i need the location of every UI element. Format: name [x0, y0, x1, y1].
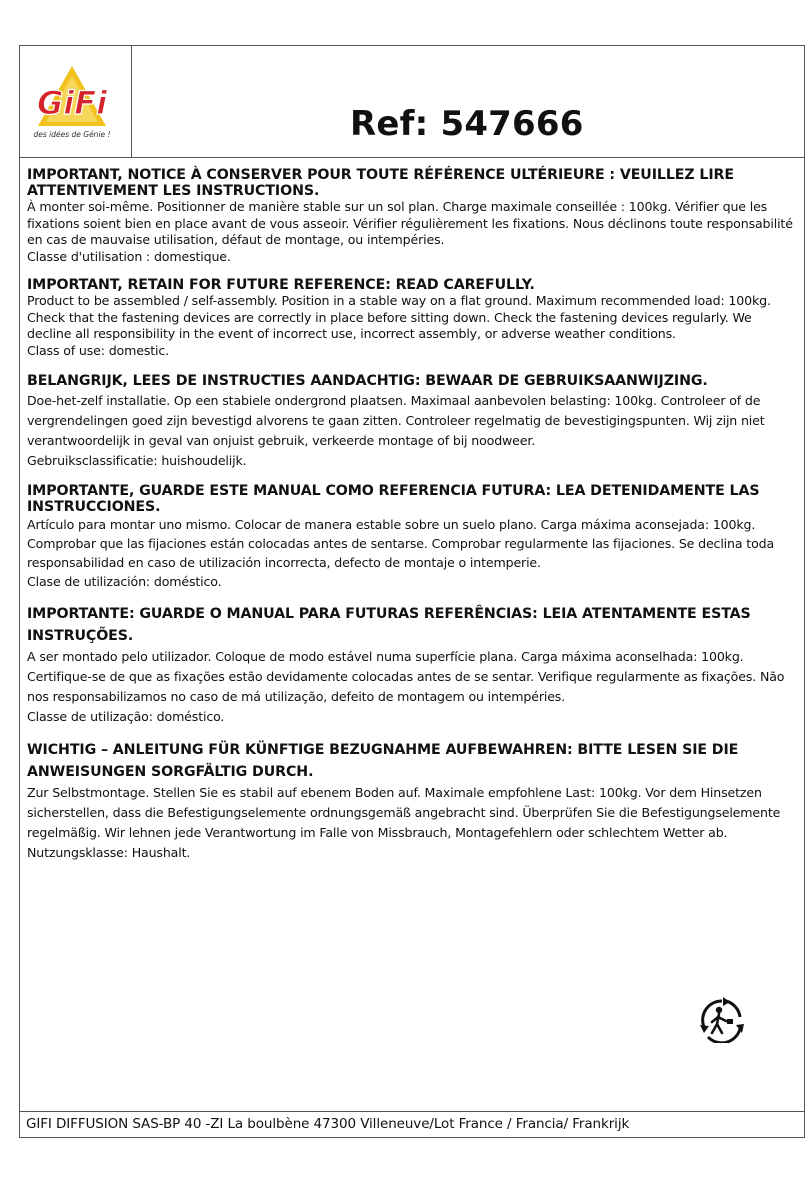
gifi-logo — [22, 60, 128, 140]
section-heading: BELANGRIJK, LEES DE INSTRUCTIES AANDACHTIG: BEWAAR DE GEBRUIKSAANWIJZING. — [27, 373, 708, 389]
section-dutch — [27, 371, 799, 471]
section-body: Product to be assembled / self-assembly. Position in a stable way on a flat ground. Maximum recommended load: 100kg. Check that the fastening devices are correctly in place before sitting down. Check the fastening devices regularly. We decline all responsibility in the event of incorrect use, incorrect assembly, or adverse weather conditions. — [27, 293, 771, 341]
class-of-use: Classe de utilização: doméstico. — [27, 709, 225, 724]
section-body: Zur Selbstmontage. Stellen Sie es stabil auf ebenem Boden auf. Maximale empfohlene Last: 100kg. Vor dem Hinsetzen sicherstellen, dass die Befestigungselemente ordnungsgemäß angebracht sind. Überprüfen Sie die Befestigungselemente regelmäßig. Wir lehnen jede Verantwortung im Falle von Missbrauch, Montagefehlern oder schlechtem Wetter ab. — [27, 785, 781, 840]
section-body: A ser montado pelo utilizador. Coloque de modo estável numa superfície plana. Carga máxima aconselhada: 100kg. Certifique-se de que as fixações estão devidamente colocadas antes de se sentar. Verifique regularmente as fixações. Não nos responsabilizamos no caso de má utilização, defeito de montagem ou intempéries. — [27, 649, 785, 704]
section-body: À monter soi-même. Positionner de manière stable sur un sol plan. Charge maximale conseillée : 100kg. Vérifier que les fixations soient bien en place avant de vous asseoir. Vérifier régulièrement les fixations. Nous déclinons toute responsabilité en cas de mauvaise utilisation, défaut de montage, ou intempéries. — [27, 199, 793, 247]
section-heading: IMPORTANT, NOTICE À CONSERVER POUR TOUTE RÉFÉRENCE ULTÉRIEURE : VEUILLEZ LIRE ATTENTIVEMENT LES INSTRUCTIONS. — [27, 167, 734, 199]
section-french — [27, 167, 799, 265]
section-heading: IMPORTANTE, GUARDE ESTE MANUAL COMO REFERENCIA FUTURA: LEA DETENIDAMENTE LAS INSTRUCCIONES. — [27, 483, 760, 515]
section-german — [27, 739, 799, 863]
section-portuguese — [27, 603, 799, 727]
reference-number: Ref: 547666 — [350, 104, 584, 144]
class-of-use: Classe d'utilisation : domestique. — [27, 248, 231, 264]
class-of-use: Nutzungsklasse: Haushalt. — [27, 845, 191, 860]
footer — [20, 1111, 804, 1137]
footer-address: GIFI DIFFUSION SAS-BP 40 -ZI La boulbène 47300 Villeneuve/Lot France / Francia/ Frankrijk — [26, 1116, 630, 1132]
section-english — [27, 277, 799, 359]
svg-text:GiFi: GiFi — [36, 84, 108, 122]
svg-text:des idées de Génie !: des idées de Génie ! — [33, 130, 111, 139]
section-heading: IMPORTANT, RETAIN FOR FUTURE REFERENCE: READ CAREFULLY. — [27, 277, 535, 293]
header — [20, 46, 804, 158]
logo-cell — [20, 46, 132, 157]
triman-recycling-icon — [696, 997, 748, 1043]
section-spanish — [27, 483, 799, 591]
section-body: Doe-het-zelf installatie. Op een stabiele ondergrond plaatsen. Maximaal aanbevolen belasting: 100kg. Controleer of de vergrendelingen goed zijn bevestigd alvorens te gaan zitten. Controleer regelmatig de bevestigingspunten. Wij zijn niet verantwoordelijk in geval van onjuist gebruik, verkeerde montage of bij noodweer. — [27, 393, 765, 448]
class-of-use: Gebruiksclassificatie: huishoudelijk. — [27, 453, 247, 468]
section-heading: WICHTIG – ANLEITUNG FÜR KÜNFTIGE BEZUGNAHME AUFBEWAHREN: BITTE LESEN SIE DIE ANWEISUNGEN SORGFÄLTIG DURCH. — [27, 742, 739, 780]
notice-frame — [19, 45, 805, 1138]
instructions-content — [27, 167, 799, 875]
class-of-use: Clase de utilización: doméstico. — [27, 574, 222, 589]
section-body: Artículo para montar uno mismo. Colocar de manera estable sobre un suelo plano. Carga máxima aconsejada: 100kg. Comprobar que las fijaciones están colocadas antes de sentarse. Comprobar regularmente las fijaciones. Se declina toda responsabilidad en caso de utilización incorrecta, defecto de montaje o intemperie. — [27, 517, 775, 570]
class-of-use: Class of use: domestic. — [27, 342, 170, 358]
section-heading: IMPORTANTE: GUARDE O MANUAL PARA FUTURAS REFERÊNCIAS: LEIA ATENTAMENTE ESTAS INSTRUÇÕES. — [27, 606, 751, 644]
